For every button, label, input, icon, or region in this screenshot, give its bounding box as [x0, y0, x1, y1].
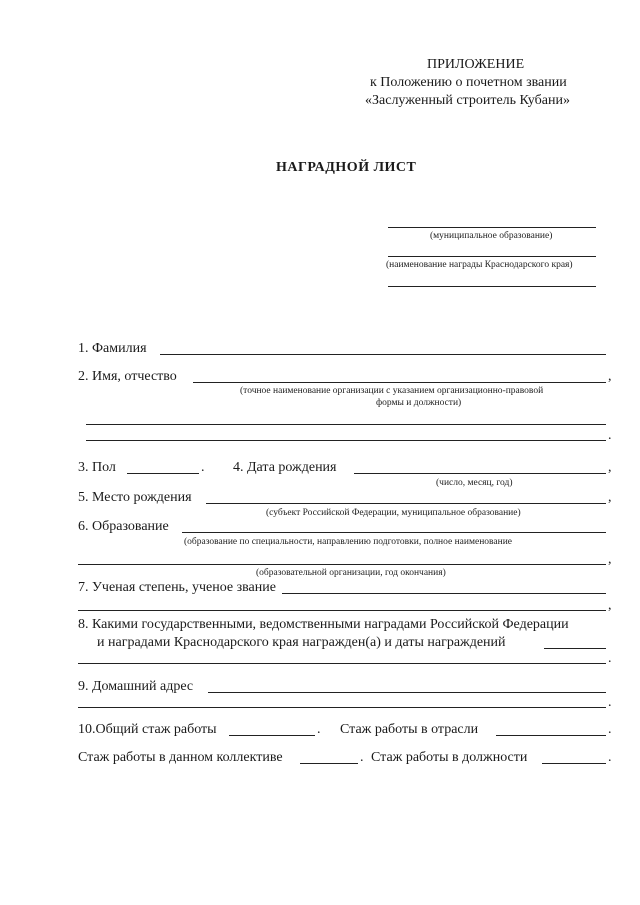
awards-field-dot: .	[608, 651, 612, 666]
position-experience-field-line[interactable]	[542, 763, 606, 764]
industry-experience-field-line[interactable]	[496, 735, 606, 736]
award-field-line[interactable]	[388, 256, 596, 257]
degree-field-line-2[interactable]	[78, 610, 606, 611]
team-experience-label: Стаж работы в данном коллективе	[78, 750, 283, 765]
name-field-comma: ,	[608, 369, 612, 384]
gender-field-dot: .	[201, 460, 205, 475]
organization-field-line-1[interactable]	[86, 424, 606, 425]
organization-caption: (точное наименование организации с указанием организационно-правовой	[240, 386, 544, 396]
awards-label-line2: и наградами Краснодарского края награжден(а) и даты награждений	[97, 635, 506, 650]
birthplace-label: 5. Место рождения	[78, 490, 192, 505]
industry-experience-dot: .	[608, 722, 612, 737]
degree-label: 7. Ученая степень, ученое звание	[78, 580, 276, 595]
education-institution-line[interactable]	[78, 564, 606, 565]
organization-field-line-2[interactable]	[86, 440, 606, 441]
appendix-title: ПРИЛОЖЕНИЕ	[427, 57, 525, 72]
birthplace-field-comma: ,	[608, 490, 612, 505]
birth-date-caption: (число, месяц, год)	[436, 478, 513, 488]
name-label: 2. Имя, отчество	[78, 369, 177, 384]
education-field-comma: ,	[608, 552, 612, 567]
appendix-subtitle: к Положению о почетном звании	[370, 75, 567, 90]
degree-field-line[interactable]	[282, 593, 606, 594]
organization-caption-line2: формы и должности)	[376, 398, 462, 408]
birthplace-caption: (субъект Российской Федерации, муниципальное образование)	[266, 508, 521, 518]
surname-field-line[interactable]	[160, 354, 606, 355]
awards-field-line-1[interactable]	[544, 648, 606, 649]
position-experience-dot: .	[608, 750, 612, 765]
award-caption: (наименование награды Краснодарского края)	[386, 260, 573, 270]
education-field-line[interactable]	[182, 532, 606, 533]
team-experience-field-line[interactable]	[300, 763, 358, 764]
education-label: 6. Образование	[78, 519, 169, 534]
education-institution-caption: (образовательной организации, год окончания)	[256, 568, 446, 578]
address-field-line-1[interactable]	[208, 692, 606, 693]
extra-header-field-line[interactable]	[388, 286, 596, 287]
page-title: НАГРАДНОЙ ЛИСТ	[276, 160, 417, 175]
gender-field-line[interactable]	[127, 473, 199, 474]
total-experience-dot: .	[317, 722, 321, 737]
awards-label: 8. Какими государственными, ведомственными наградами Российской Федерации	[78, 617, 569, 632]
municipality-field-line[interactable]	[388, 227, 596, 228]
awards-field-line-2[interactable]	[78, 663, 606, 664]
birth-date-field-line[interactable]	[354, 473, 606, 474]
total-experience-field-line[interactable]	[229, 735, 315, 736]
appendix-award-name: «Заслуженный строитель Кубани»	[365, 93, 570, 108]
education-caption: (образование по специальности, направлению подготовки, полное наименование	[184, 537, 513, 547]
organization-field-dot: .	[608, 428, 612, 443]
birthplace-field-line[interactable]	[206, 503, 606, 504]
address-field-line-2[interactable]	[78, 707, 606, 708]
birth-date-field-comma: ,	[608, 460, 612, 475]
gender-label: 3. Пол	[78, 460, 116, 475]
address-label: 9. Домашний адрес	[78, 679, 194, 694]
industry-experience-label: Стаж работы в отрасли	[340, 722, 479, 737]
name-field-line[interactable]	[193, 382, 606, 383]
degree-field-comma: ,	[608, 598, 612, 613]
total-experience-label: 10.Общий стаж работы	[78, 722, 217, 737]
surname-label: 1. Фамилия	[78, 341, 147, 356]
address-field-dot: .	[608, 695, 612, 710]
position-experience-label: Стаж работы в должности	[371, 750, 528, 765]
municipality-caption: (муниципальное образование)	[430, 231, 553, 241]
team-experience-dot: .	[360, 750, 364, 765]
birth-date-label: 4. Дата рождения	[233, 460, 337, 475]
